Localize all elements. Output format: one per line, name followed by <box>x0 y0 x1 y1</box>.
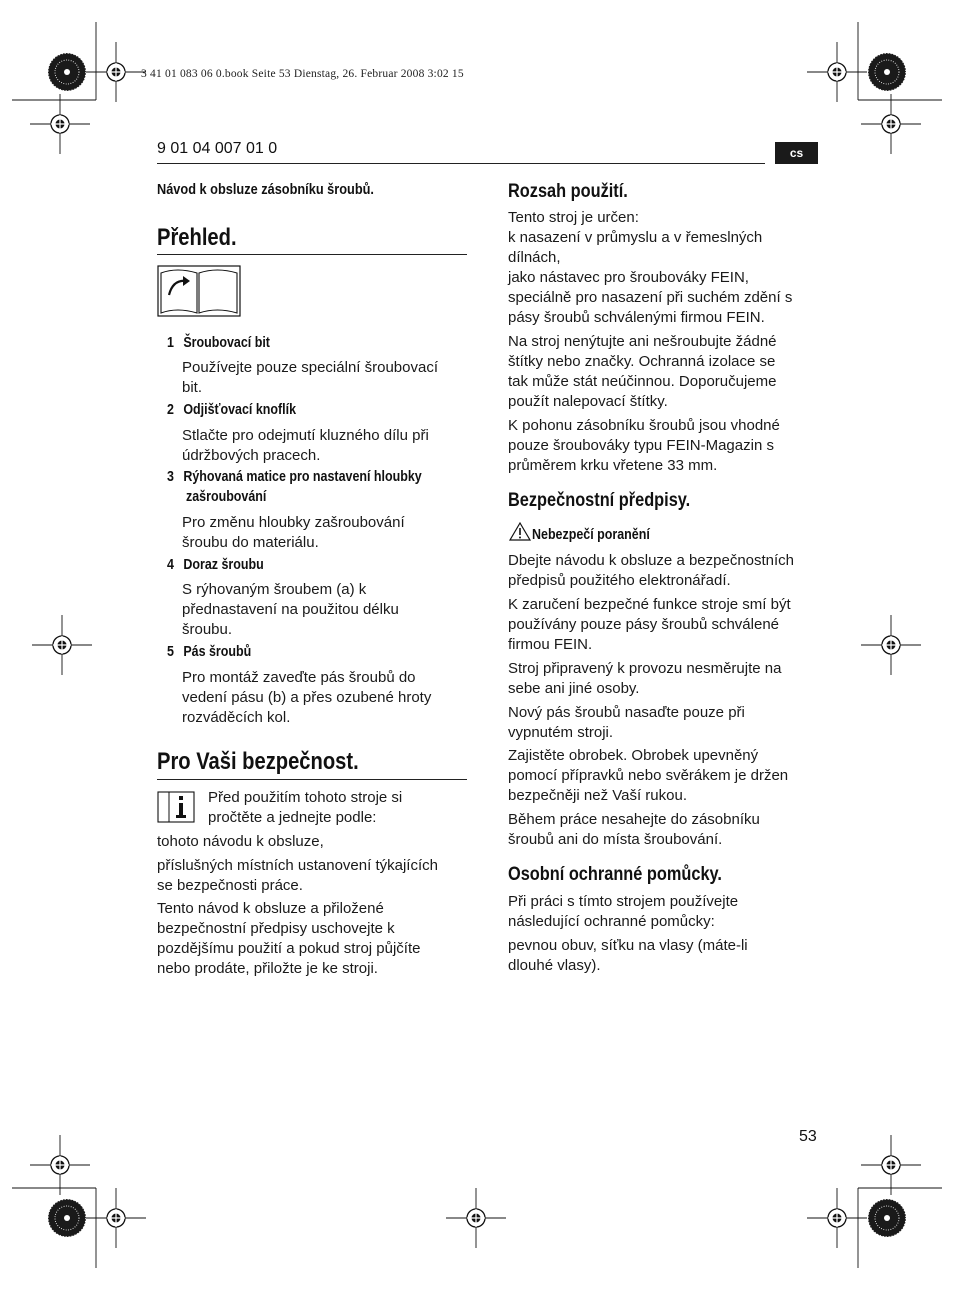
info-book-icon <box>157 791 195 823</box>
usage-para-2: Na stroj nenýtujte ani nešroubujte žádné štítky nebo značky. Ochranná izolace se tak může stát neúčinnou. Doporučujeme použít nalepovací štítky. <box>508 333 777 410</box>
safety-para-1: tohoto návodu k obsluze, <box>157 833 324 850</box>
item-2-title: 2 Odjišťovací knoflík <box>167 402 297 418</box>
item-2-text: Stlačte pro odejmutí kluzného dílu při údržbových pracech. <box>182 427 429 464</box>
usage-para-1: Tento stroj je určen: k nasazení v průmyslu a v řemeslných dílnách, jako nástavec pro šroubováky FEIN, speciálně pro nasazení při suchém zdění s pásy šroubů schválenými firmou FEIN. <box>508 209 793 326</box>
item-1-title: 1 Šroubovací bit <box>167 335 270 351</box>
document-number: 9 01 04 007 01 0 <box>157 140 278 157</box>
safety-para-2: příslušných místních ustanovení týkajících se bezpečnosti práce. <box>157 857 438 894</box>
safety-para-3: Tento návod k obsluze a přiložené bezpečnostní předpisy uschovejte k pozdějšímu použití a pokud stroj půjčíte nebo prodáte, přiložte je ke stroji. <box>157 900 421 977</box>
info-text: Před použitím tohoto stroje si pročtěte a jednejte podle: <box>208 789 403 826</box>
warning-triangle-icon <box>508 521 532 542</box>
open-book-icon <box>157 265 241 317</box>
page-number: 53 <box>799 1128 817 1145</box>
language-badge: cs <box>775 142 818 164</box>
rules-heading: Bezpečnostní předpisy. <box>508 490 691 511</box>
usage-para-3: K pohonu zásobníku šroubů jsou vhodné pouze šroubováky typu FEIN-Magazin s průměrem krku vřetene 33 mm. <box>508 417 780 474</box>
item-4-title: 4 Doraz šroubu <box>167 557 264 573</box>
manual-subtitle: Návod k obsluze zásobníku šroubů. <box>157 182 374 198</box>
safety-heading: Pro Vaši bezpečnost. <box>157 748 359 775</box>
item-3-text: Pro změnu hloubky zašroubování šroubu do materiálu. <box>182 514 405 551</box>
item-4-text: S rýhovaným šroubem (a) k přednastavení na použitou délku šroubu. <box>182 581 399 638</box>
overview-rule <box>157 254 467 255</box>
item-3-title: 3 Rýhovaná matice pro nastavení hloubky <box>167 469 422 485</box>
rules-para-2: K zaručení bezpečné funkce stroje smí být používány pouze pásy šroubů schválené firmou FEIN. <box>508 596 791 653</box>
rules-para-1: Dbejte návodu k obsluze a bezpečnostních předpisů použitého elektronářadí. <box>508 552 795 589</box>
ppe-heading: Osobní ochranné pomůcky. <box>508 864 722 885</box>
book-info-line: 3 41 01 083 06 0.book Seite 53 Dienstag, 26. Februar 2008 3:02 15 <box>141 68 464 80</box>
item-3-title-cont: zašroubování <box>186 489 267 505</box>
rules-para-4: Nový pás šroubů nasaďte pouze při vypnutém stroji. <box>508 704 745 741</box>
overview-heading: Přehled. <box>157 224 237 251</box>
ppe-para-1: Při práci s tímto strojem používejte následující ochranné pomůcky: <box>508 893 739 930</box>
item-5-title: 5 Pás šroubů <box>167 644 252 660</box>
rules-para-6: Během práce nesahejte do zásobníku šroubů ani do místa šroubování. <box>508 811 760 848</box>
header-rule <box>157 163 765 164</box>
ppe-para-2: pevnou obuv, síťku na vlasy (máte-li dlouhé vlasy). <box>508 937 748 974</box>
item-1-text: Používejte pouze speciální šroubovací bit. <box>182 359 438 396</box>
rules-para-3: Stroj připravený k provozu nesměrujte na sebe ani jiné osoby. <box>508 660 782 697</box>
rules-para-5: Zajistěte obrobek. Obrobek upevněný pomocí přípravků nebo svěrákem je držen bezpečněji než Vaší rukou. <box>508 747 789 804</box>
warning-label: Nebezpečí poranění <box>508 521 669 543</box>
safety-rule <box>157 779 467 780</box>
item-5-text: Pro montáž zaveďte pás šroubů do vedení pásu (b) a přes ozubené hroty rozváděcích kol. <box>182 669 432 726</box>
usage-heading: Rozsah použití. <box>508 181 628 202</box>
